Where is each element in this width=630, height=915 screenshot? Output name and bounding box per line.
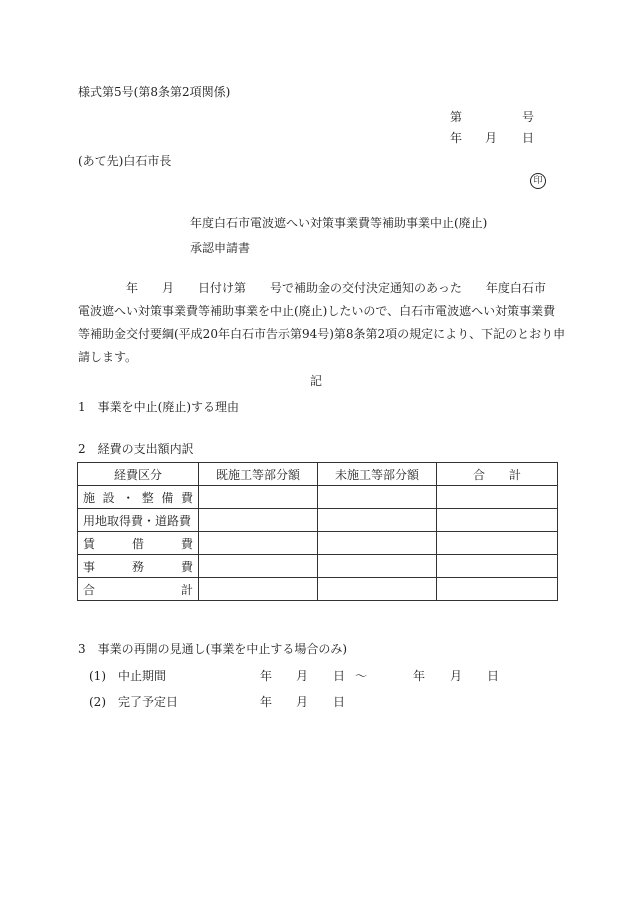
body-paragraph: [78, 277, 566, 369]
table-cell[interactable]: [318, 578, 437, 601]
table-cell[interactable]: [437, 532, 558, 555]
item2-year: 年: [260, 695, 273, 709]
item1-to-month: 月: [450, 669, 463, 683]
table-cell[interactable]: [318, 532, 437, 555]
item2-day: 日: [333, 695, 346, 709]
header-category: 経費区分: [78, 463, 199, 486]
number-prefix: 第: [450, 110, 463, 124]
body-line: 電波遮へい対策事業費等補助事業を中止(廃止)したいので、白石市電波遮へい対策事業費: [78, 304, 556, 318]
table-row: [78, 509, 558, 532]
seal-icon: 印: [530, 173, 546, 189]
body-line: 等補助金交付要綱(平成20年白石市告示第94号)第8条第2項の規定により、下記のとおり申: [78, 327, 566, 341]
table-row: [78, 532, 558, 555]
expense-table: [77, 462, 558, 601]
row-label-total: 合 計: [78, 578, 199, 601]
row-label-land-road: 用地取得費・道路費: [78, 509, 199, 532]
row-label-rental: 賃 借 費: [78, 532, 199, 555]
row-label-facility: 施 設 ・ 整 備 費: [78, 486, 199, 509]
header-uncompleted: 未施工等部分額: [318, 463, 437, 486]
item1-label: 中止期間: [118, 669, 167, 683]
row-label-office: 事 務 費: [78, 555, 199, 578]
table-row: [78, 555, 558, 578]
table-cell[interactable]: [437, 578, 558, 601]
table-cell[interactable]: [318, 555, 437, 578]
table-cell[interactable]: [199, 532, 318, 555]
item1-to-year: 年: [413, 669, 426, 683]
table-cell[interactable]: [437, 555, 558, 578]
item1-number: (1): [89, 669, 106, 683]
title-line2: 承認申請書: [190, 241, 251, 255]
number-suffix: 号: [522, 110, 535, 124]
header-completed: 既施工等部分額: [199, 463, 318, 486]
date-day: 日: [522, 131, 535, 145]
date-year: 年: [450, 131, 463, 145]
ki-heading: 記: [310, 374, 323, 388]
header-total: 合 計: [437, 463, 558, 486]
item1-from-day: 日: [333, 669, 346, 683]
body-line: 年 月 日付け第 号で補助金の交付決定通知のあった 年度白石市: [78, 281, 546, 295]
addressee: (あて先)白石市長: [78, 154, 172, 168]
table-header-row: [78, 463, 558, 486]
table-row: [78, 578, 558, 601]
section3-heading: 3 事業の再開の見通し(事業を中止する場合のみ): [78, 642, 347, 656]
date-month: 月: [485, 131, 498, 145]
title-line1: 年度白石市電波遮へい対策事業費等補助事業中止(廃止): [190, 216, 488, 230]
item1-from-month: 月: [296, 669, 309, 683]
form-label: 様式第5号(第8条第2項関係): [78, 85, 231, 99]
item1-from-year: 年: [260, 669, 273, 683]
item1-separator: ～: [355, 669, 368, 683]
section1-heading: 1 事業を中止(廃止)する理由: [78, 400, 239, 414]
table-cell[interactable]: [437, 509, 558, 532]
table-cell[interactable]: [199, 555, 318, 578]
item2-label: 完了予定日: [118, 695, 179, 709]
item2-number: (2): [89, 695, 106, 709]
table-cell[interactable]: [318, 486, 437, 509]
table-cell[interactable]: [199, 578, 318, 601]
body-line: 請します。: [78, 350, 138, 364]
section2-heading: 2 経費の支出額内訳: [78, 442, 194, 456]
table-cell[interactable]: [199, 486, 318, 509]
table-cell[interactable]: [437, 486, 558, 509]
table-row: [78, 486, 558, 509]
item2-month: 月: [296, 695, 309, 709]
item1-to-day: 日: [487, 669, 500, 683]
table-cell[interactable]: [318, 509, 437, 532]
table-cell[interactable]: [199, 509, 318, 532]
